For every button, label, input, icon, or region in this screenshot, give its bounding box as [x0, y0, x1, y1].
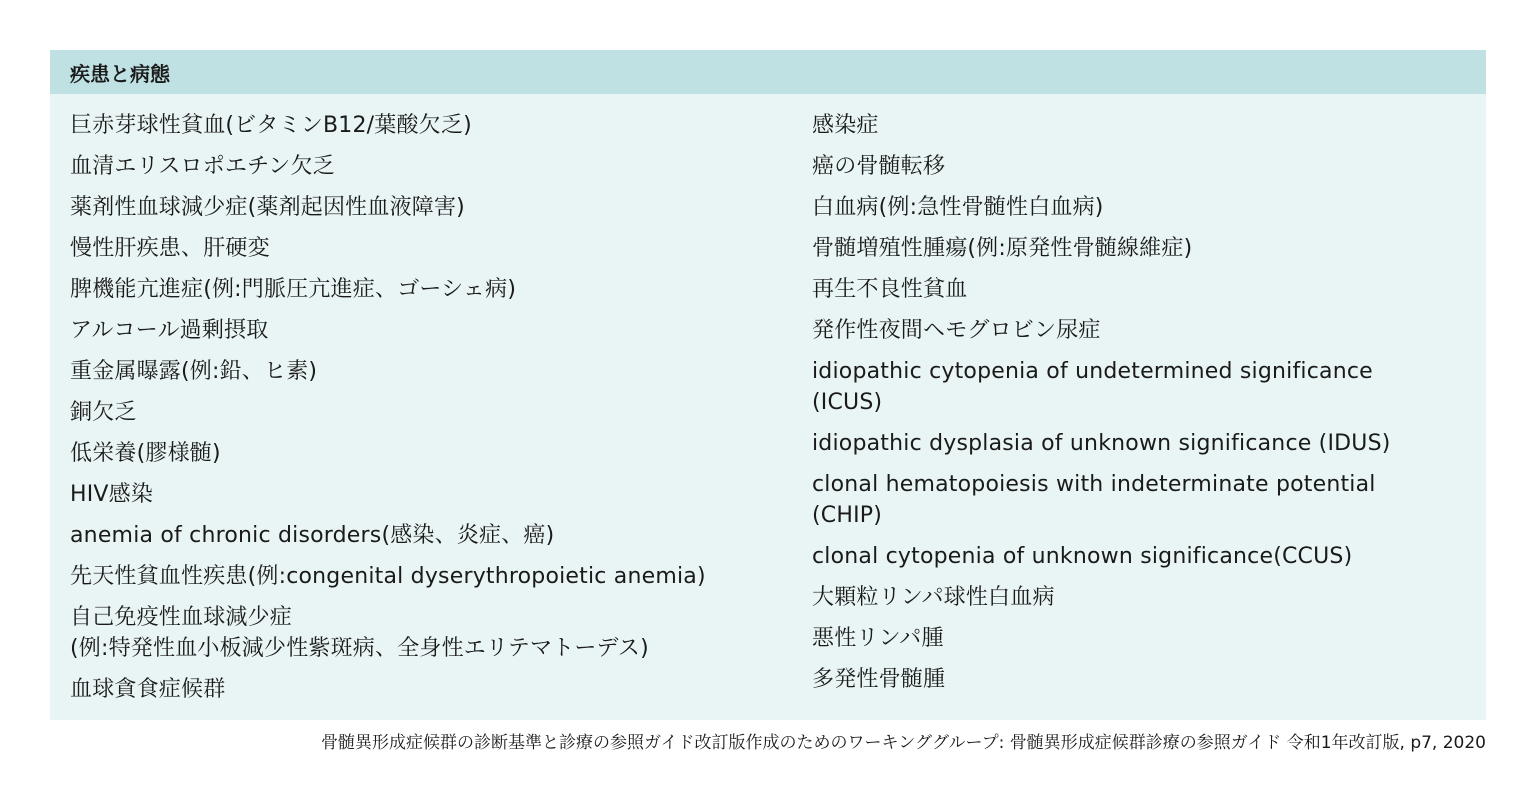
condition-line: 癌の骨髄転移 [812, 154, 946, 179]
condition-line: idiopathic dysplasia of unknown significance (IDUS) [812, 431, 1391, 456]
condition-line: 巨赤芽球性貧血(ビタミンB12/葉酸欠乏) [70, 113, 472, 138]
condition-item [70, 151, 770, 182]
condition-line: 悪性リンパ腫 [812, 626, 944, 651]
condition-item [812, 623, 1472, 654]
condition-item [812, 664, 1472, 695]
condition-line: idiopathic cytopenia of undetermined significance [812, 359, 1373, 384]
condition-item [70, 356, 770, 387]
condition-line: 銅欠乏 [70, 400, 137, 425]
condition-line: 自己免疫性血球減少症 [70, 605, 293, 630]
condition-line: 骨髄増殖性腫瘍(例:原発性骨髄線維症) [812, 236, 1193, 261]
condition-line: 発作性夜間ヘモグロビン尿症 [812, 318, 1101, 343]
condition-line: 重金属曝露(例:鉛、ヒ素) [70, 359, 318, 384]
condition-line: 多発性骨髄腫 [812, 667, 946, 692]
condition-line: clonal cytopenia of unknown significance(CCUS) [812, 544, 1353, 569]
condition-item [70, 561, 770, 592]
condition-item [70, 520, 770, 551]
condition-item [812, 151, 1472, 182]
condition-item [70, 233, 770, 264]
condition-item [70, 674, 770, 705]
condition-line: anemia of chronic disorders(感染、炎症、癌) [70, 523, 555, 548]
condition-item [70, 479, 770, 510]
condition-line: 低栄養(膠様髄) [70, 441, 221, 466]
left-column [70, 110, 770, 715]
condition-item [812, 192, 1472, 223]
condition-item [812, 274, 1472, 305]
condition-item [70, 274, 770, 305]
right-column [812, 110, 1472, 705]
condition-line: 白血病(例:急性骨髄性白血病) [812, 195, 1104, 220]
condition-line: 血球貪食症候群 [70, 677, 226, 702]
disease-table [50, 50, 1486, 720]
condition-item [70, 397, 770, 428]
condition-line: 脾機能亢進症(例:門脈圧亢進症、ゴーシェ病) [70, 277, 517, 302]
condition-item [812, 356, 1472, 418]
condition-line: clonal hematopoiesis with indeterminate potential [812, 472, 1376, 497]
condition-line-continued: (CHIP) [812, 503, 883, 528]
condition-item [70, 602, 770, 664]
condition-item [70, 192, 770, 223]
condition-line: 血清エリスロポエチン欠乏 [70, 154, 335, 179]
condition-item [70, 110, 770, 141]
condition-item [812, 582, 1472, 613]
table-header: 疾患と病態 [50, 50, 1486, 94]
condition-item [812, 541, 1472, 572]
condition-line: 先天性貧血性疾患(例:congenital dyserythropoietic anemia) [70, 564, 706, 589]
citation-text: 骨髄異形成症候群の診断基準と診療の参照ガイド改訂版作成のためのワーキンググループ: 骨髄異形成症候群診療の参照ガイド 令和1年改訂版, p7, 2020 [321, 733, 1486, 753]
condition-item [812, 469, 1472, 531]
condition-line: アルコール過剰摂取 [70, 318, 269, 343]
condition-line: 薬剤性血球減少症(薬剤起因性血液障害) [70, 195, 465, 220]
condition-line: 慢性肝疾患、肝硬変 [70, 236, 270, 261]
condition-line: 大顆粒リンパ球性白血病 [812, 585, 1055, 610]
condition-item [812, 233, 1472, 264]
condition-line: HIV感染 [70, 482, 154, 507]
condition-item [812, 110, 1472, 141]
condition-line: 感染症 [812, 113, 879, 138]
condition-item [70, 438, 770, 469]
condition-line-continued: (例:特発性血小板減少性紫斑病、全身性エリテマトーデス) [70, 636, 649, 661]
condition-line: 再生不良性貧血 [812, 277, 968, 302]
condition-item [812, 315, 1472, 346]
condition-line-continued: (ICUS) [812, 390, 883, 415]
condition-item [70, 315, 770, 346]
condition-item [812, 428, 1472, 459]
